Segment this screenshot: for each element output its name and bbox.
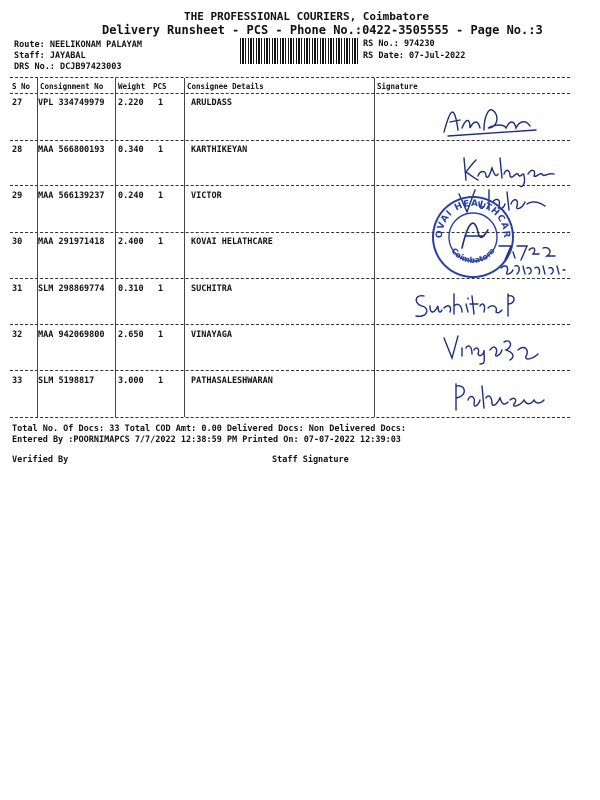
- sno-cell: 33: [12, 376, 23, 386]
- pcs-cell: 1: [158, 237, 164, 247]
- pcs-cell: 1: [158, 330, 164, 340]
- company-name: THE PROFESSIONAL COURIERS, Coimbatore: [184, 10, 430, 23]
- signature-row-30: [497, 240, 575, 284]
- weight-cell: 2.650: [118, 330, 144, 340]
- row-rule: [10, 370, 570, 371]
- col-header-sno: S No: [12, 82, 31, 91]
- staff-signature-label: Staff Signature: [272, 455, 349, 465]
- consignment-cell: MAA 566139237: [38, 191, 105, 201]
- stamp-top-text: KOVAI HEALTHCARE: [424, 185, 512, 240]
- consignee-cell: SUCHITRA: [191, 284, 232, 294]
- col-header-consignment: Consignment No: [40, 82, 104, 91]
- entered-by-line: Entered By :POORNIMAPCS 7/7/2022 12:38:59 PM Printed On: 07-07-2022 12:39:03: [12, 435, 401, 445]
- consignee-cell: KARTHIKEYAN: [191, 145, 248, 155]
- sno-cell: 32: [12, 330, 23, 340]
- column-divider: [115, 78, 116, 417]
- weight-cell: 3.000: [118, 376, 144, 386]
- svg-text:Coimbatore: [449, 246, 497, 265]
- sno-cell: 31: [12, 284, 23, 294]
- signature-row-32: [440, 332, 540, 370]
- table-top-rule: [10, 77, 570, 78]
- pcs-cell: 1: [158, 284, 164, 294]
- sno-cell: 28: [12, 145, 23, 155]
- sno-cell: 27: [12, 98, 23, 108]
- col-header-signature: Signature: [377, 82, 418, 91]
- route-label: Route: NEELIKONAM PALAYAM: [14, 40, 142, 50]
- weight-cell: 2.220: [118, 98, 144, 108]
- rs-number: RS No.: 974230: [363, 39, 435, 49]
- weight-cell: 0.340: [118, 145, 144, 155]
- weight-cell: 0.310: [118, 284, 144, 294]
- consignee-cell: PATHASALESHWARAN: [191, 376, 273, 386]
- column-divider: [374, 78, 375, 417]
- signature-row-27: [440, 100, 540, 144]
- sno-cell: 30: [12, 237, 23, 247]
- weight-cell: 2.400: [118, 237, 144, 247]
- consignee-cell: VINAYAGA: [191, 330, 232, 340]
- consignment-cell: SLM 5198817: [38, 376, 95, 386]
- rs-date: RS Date: 07-Jul-2022: [363, 51, 466, 61]
- consignment-cell: MAA 566800193: [38, 145, 105, 155]
- consignment-cell: MAA 291971418: [38, 237, 105, 247]
- pcs-cell: 1: [158, 145, 164, 155]
- verified-by-label: Verified By: [12, 455, 69, 465]
- col-header-consignee: Consignee Details: [187, 82, 264, 91]
- consignee-cell: ARULDASS: [191, 98, 232, 108]
- runsheet-title: Delivery Runsheet - PCS - Phone No.:0422-3505555 - Page No.:3: [102, 23, 543, 37]
- pcs-cell: 1: [158, 98, 164, 108]
- stamp-bottom-text: Coimbatore: [449, 246, 497, 265]
- drs-label: DRS No.: DCJB97423003: [14, 62, 122, 72]
- sno-cell: 29: [12, 191, 23, 201]
- column-divider: [37, 78, 38, 417]
- pcs-cell: 1: [158, 191, 164, 201]
- signature-row-31: [410, 288, 520, 328]
- barcode: [240, 38, 360, 64]
- consignee-cell: KOVAI HELATHCARE: [191, 237, 273, 247]
- col-header-pcs: PCS: [153, 82, 167, 91]
- weight-cell: 0.240: [118, 191, 144, 201]
- column-divider: [184, 78, 185, 417]
- signature-row-33: [450, 380, 550, 418]
- table-header-rule: [10, 93, 570, 94]
- consignment-cell: MAA 942069800: [38, 330, 105, 340]
- consignment-cell: VPL 334749979: [38, 98, 105, 108]
- consignment-cell: SLM 298869774: [38, 284, 105, 294]
- pcs-cell: 1: [158, 376, 164, 386]
- staff-label: Staff: JAYABAL: [14, 51, 86, 61]
- totals-line: Total No. Of Docs: 33 Total COD Amt: 0.00 Delivered Docs: Non Delivered Docs:: [12, 424, 407, 434]
- col-header-weight: Weight: [118, 82, 146, 91]
- consignee-cell: VICTOR: [191, 191, 222, 201]
